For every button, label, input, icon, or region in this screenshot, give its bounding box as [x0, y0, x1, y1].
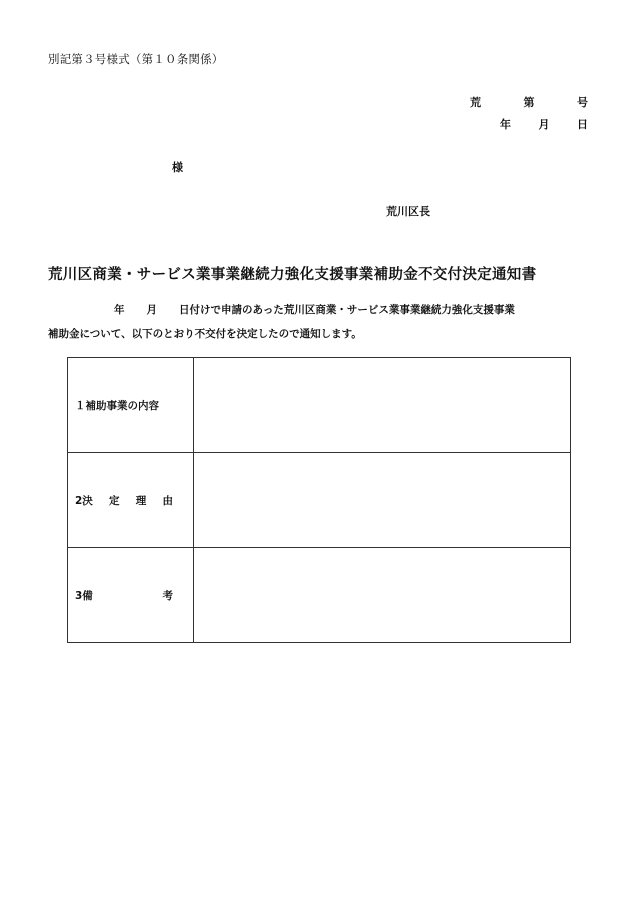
- value-cell-subsidy-project: [194, 358, 571, 453]
- label-part: 定: [109, 494, 120, 507]
- table-row: [68, 548, 571, 643]
- date-month-label: 月: [538, 118, 550, 131]
- table-row: [68, 453, 571, 548]
- label-remarks: [75, 588, 173, 603]
- label-part: 考: [162, 589, 173, 602]
- date-day-label: 日: [577, 118, 588, 131]
- form-number-label: 別記第３号様式（第１０条関係）: [48, 52, 224, 66]
- body-text-line-1: [48, 302, 588, 317]
- body-line1-text: 日付けで申請のあった荒川区商業・サービス業事業継続力強化支援事業: [179, 304, 515, 316]
- body-month-label: 月: [146, 304, 157, 316]
- addressee-honorific: 様: [172, 161, 183, 174]
- label-part: １補助事業の内容: [75, 399, 159, 412]
- body-text-line-2: 補助金について、以下のとおり不交付を決定したので通知します。: [48, 328, 362, 340]
- label-decision-reason: [75, 493, 173, 508]
- label-part: 3備: [75, 589, 93, 602]
- ref-go-char: 号: [577, 96, 588, 109]
- label-subsidy-project: [75, 398, 173, 413]
- label-cell-remarks: [68, 548, 194, 643]
- body-year-label: 年: [114, 304, 125, 316]
- label-cell-subsidy-project: [68, 358, 194, 453]
- label-part: 由: [162, 494, 173, 507]
- value-cell-decision-reason: [194, 453, 571, 548]
- label-part: 2決: [75, 494, 93, 507]
- issue-date-line: [500, 116, 588, 132]
- sender-name: 荒川区長: [386, 205, 430, 218]
- details-table: [67, 357, 571, 643]
- table-row: [68, 358, 571, 453]
- document-title: 荒川区商業・サービス業事業継続力強化支援事業補助金不交付決定通知書: [48, 267, 537, 283]
- value-cell-remarks: [194, 548, 571, 643]
- reference-number-line: [470, 94, 588, 110]
- ref-office-char: 荒: [470, 96, 481, 109]
- date-year-label: 年: [500, 118, 511, 131]
- label-cell-decision-reason: [68, 453, 194, 548]
- label-part: 理: [135, 494, 147, 507]
- ref-dai-char: 第: [523, 96, 535, 109]
